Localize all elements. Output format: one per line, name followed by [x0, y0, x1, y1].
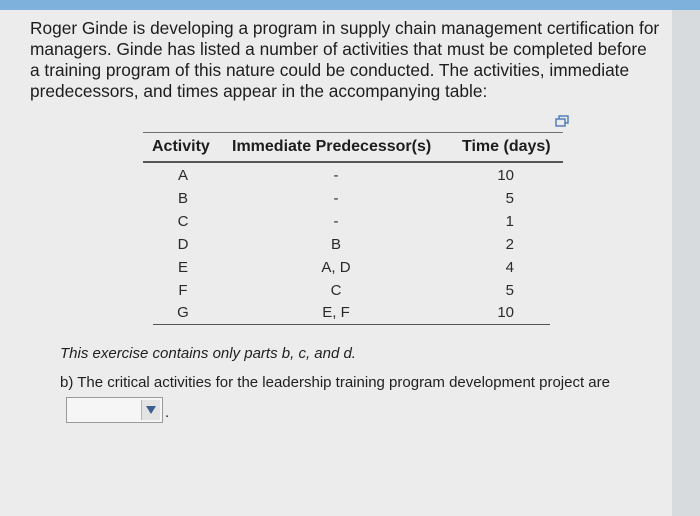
activity-cell: C: [177, 213, 189, 230]
table-row: [0, 190, 700, 213]
activity-cell: A: [177, 167, 189, 184]
time-cell: 10: [497, 304, 514, 321]
header-predecessors: Immediate Predecessor(s): [232, 138, 432, 155]
time-cell: 4: [505, 259, 514, 276]
table-row: [0, 259, 700, 282]
table-row: [0, 236, 700, 259]
exercise-note: This exercise contains only parts b, c, and d.: [60, 345, 356, 362]
question-b: b) The critical activities for the leadership training program development project are: [60, 374, 610, 391]
predecessor-cell: B: [330, 236, 342, 253]
header-activity: Activity: [152, 138, 210, 155]
time-cell: 5: [505, 190, 514, 207]
table-bottom-rule: [153, 324, 550, 325]
activity-cell: D: [177, 236, 189, 253]
table-row: [0, 167, 700, 190]
predecessor-cell: C: [330, 282, 342, 299]
activity-cell: F: [178, 282, 188, 299]
table-row: [0, 213, 700, 236]
predecessor-cell: A, D: [321, 259, 351, 276]
critical-activities-select[interactable]: [66, 397, 163, 423]
activity-cell: G: [177, 304, 189, 321]
table-top-rule: [143, 132, 563, 133]
time-cell: 5: [505, 282, 514, 299]
activity-cell: E: [177, 259, 189, 276]
time-cell: 2: [505, 236, 514, 253]
problem-intro: Roger Ginde is developing a program in supply chain management certification for managers. Ginde has listed a number of activities that must be completed before a training program of this nature could be conducted. The activities, immediate predecessors, and times appear in the accompanying table:: [30, 18, 660, 101]
predecessor-cell: -: [333, 190, 339, 207]
predecessor-cell: -: [333, 213, 339, 230]
table-header-rule: [143, 161, 563, 163]
table-row: [0, 282, 700, 305]
predecessor-cell: -: [333, 167, 339, 184]
chevron-down-icon: [146, 406, 156, 414]
sentence-period: .: [165, 404, 170, 421]
time-cell: 10: [497, 167, 514, 184]
copy-icon[interactable]: [555, 115, 569, 127]
top-accent-bar: [0, 0, 700, 10]
activity-cell: B: [177, 190, 189, 207]
time-cell: 1: [505, 213, 514, 230]
predecessor-cell: E, F: [322, 304, 350, 321]
dropdown-button[interactable]: [141, 400, 160, 420]
header-time: Time (days): [462, 138, 551, 155]
